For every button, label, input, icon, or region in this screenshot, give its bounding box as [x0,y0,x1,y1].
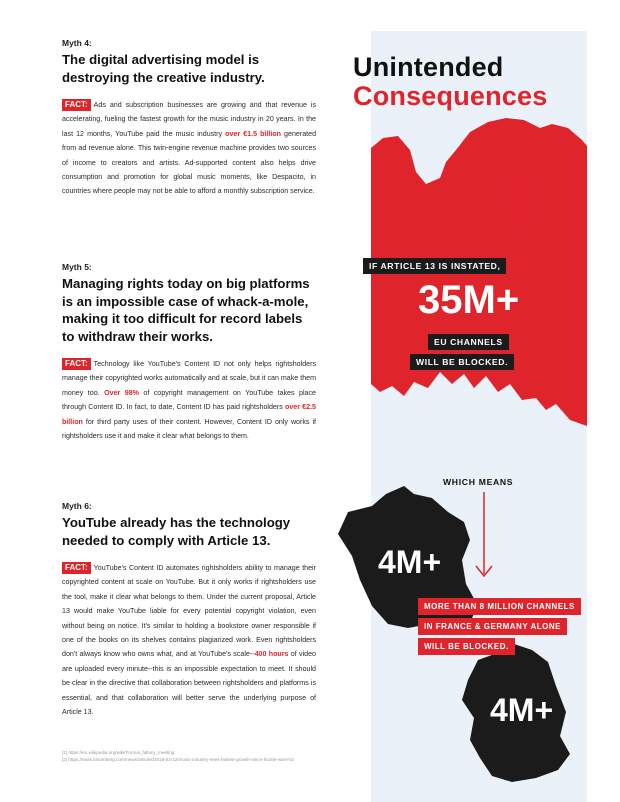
body-text: for third party uses of their content. However, Content ID only works if rightsholders use it and make it clear what belongs to them. [62,417,316,441]
myth-title: Managing rights today on big platforms is an impossible case of whack-a-mole, making it too difficult for record labels to withdraw their works. [62,276,310,344]
footnote-link[interactable]: [1] https://en.wikipedia.org/wiki/Formal_fallacy_meeting [62,750,175,755]
footnote-link[interactable]: [2] https://www.bloomberg.com/news/articles/2018-03-22/music-industry-sees-fastest-growth-since-hootie-was-hot [62,756,294,762]
which-means-label: WHICH MEANS [443,477,514,487]
highlight-text: over €1.5 billion [225,129,281,138]
germany-number: 4M+ [490,692,554,728]
body-text: Ads and subscription businesses are growing and that revenue is accelerating, fueling the fastest growth for the music industry in 20 years. In the last 12 months, YouTube paid the music industry [62,101,316,138]
fact-tag: FACT: [62,358,91,370]
infographic-title: Unintended [353,52,504,82]
eu-channels-number: 35M+ [418,278,520,322]
body-text: YouTube's Content ID automates rightsholders ability to manage their copyrighted content at scale on YouTube. But it only works if rightsholders use the tool, make it clear what belongs to them. Under the current proposal, Article 13 would make YouTube liable for every potential copyright violation, even without being on notice. It's similar to holding a bookstore owner responsible if one of the books on its shelves contains plagiarized work. Even rightsholders don't always know who owns what, and at YouTube's scale-- [62,564,316,659]
blocked-label: WILL BE BLOCKED. [410,354,514,370]
body-text: of copyright management on YouTube takes place through Content ID. In fact, to date, Content ID has paid rightsholders [62,388,316,412]
eu-channels-label: EU CHANNELS [428,334,509,350]
france-number: 4M+ [378,544,442,580]
blocked-callout-line1: MORE THAN 8 MILLION CHANNELS [418,598,581,615]
if-article-label: IF ARTICLE 13 IS INSTATED, [363,258,506,274]
myth-label: Myth 4: [62,38,92,48]
highlight-text: over €2.5 billion [62,403,316,426]
highlight-text: 400 hours [254,650,289,659]
myth-label: Myth 6: [62,501,92,511]
infographic-title-accent: Consequences [353,81,548,111]
fact-tag: FACT: [62,562,91,574]
body-text: Technology like YouTube's Content ID not only helps rightsholders manage their copyrighted works automatically and at scale, but it can make them money too. [62,360,316,397]
body-text: generated from ad revenue alone. This twin-engine revenue machine provides two sources of income to creators and artists. Ad-supported content also helps drive consumption and promotion for global music moments, like Despacito, in countries where people may not be able to afford a monthly subscription service. [62,129,317,196]
myth-label: Myth 5: [62,262,92,272]
highlight-text: Over 98% [104,388,139,397]
blocked-callout-line2: IN FRANCE & GERMANY ALONE [418,618,567,635]
myth-title: YouTube already has the technology needed to comply with Article 13. [62,515,291,548]
blocked-callout-line3: WILL BE BLOCKED. [418,638,515,655]
myth-title: The digital advertising model is destroying the creative industry. [62,52,265,85]
body-text: of video are uploaded every minute--this is an impossible expectation to meet. It should be clear in the directive that collaboration between rightsholders and platforms is essential, and that collaboration will better serve the underlying purpose of Article 13. [62,650,316,717]
fact-tag: FACT: [62,99,91,111]
